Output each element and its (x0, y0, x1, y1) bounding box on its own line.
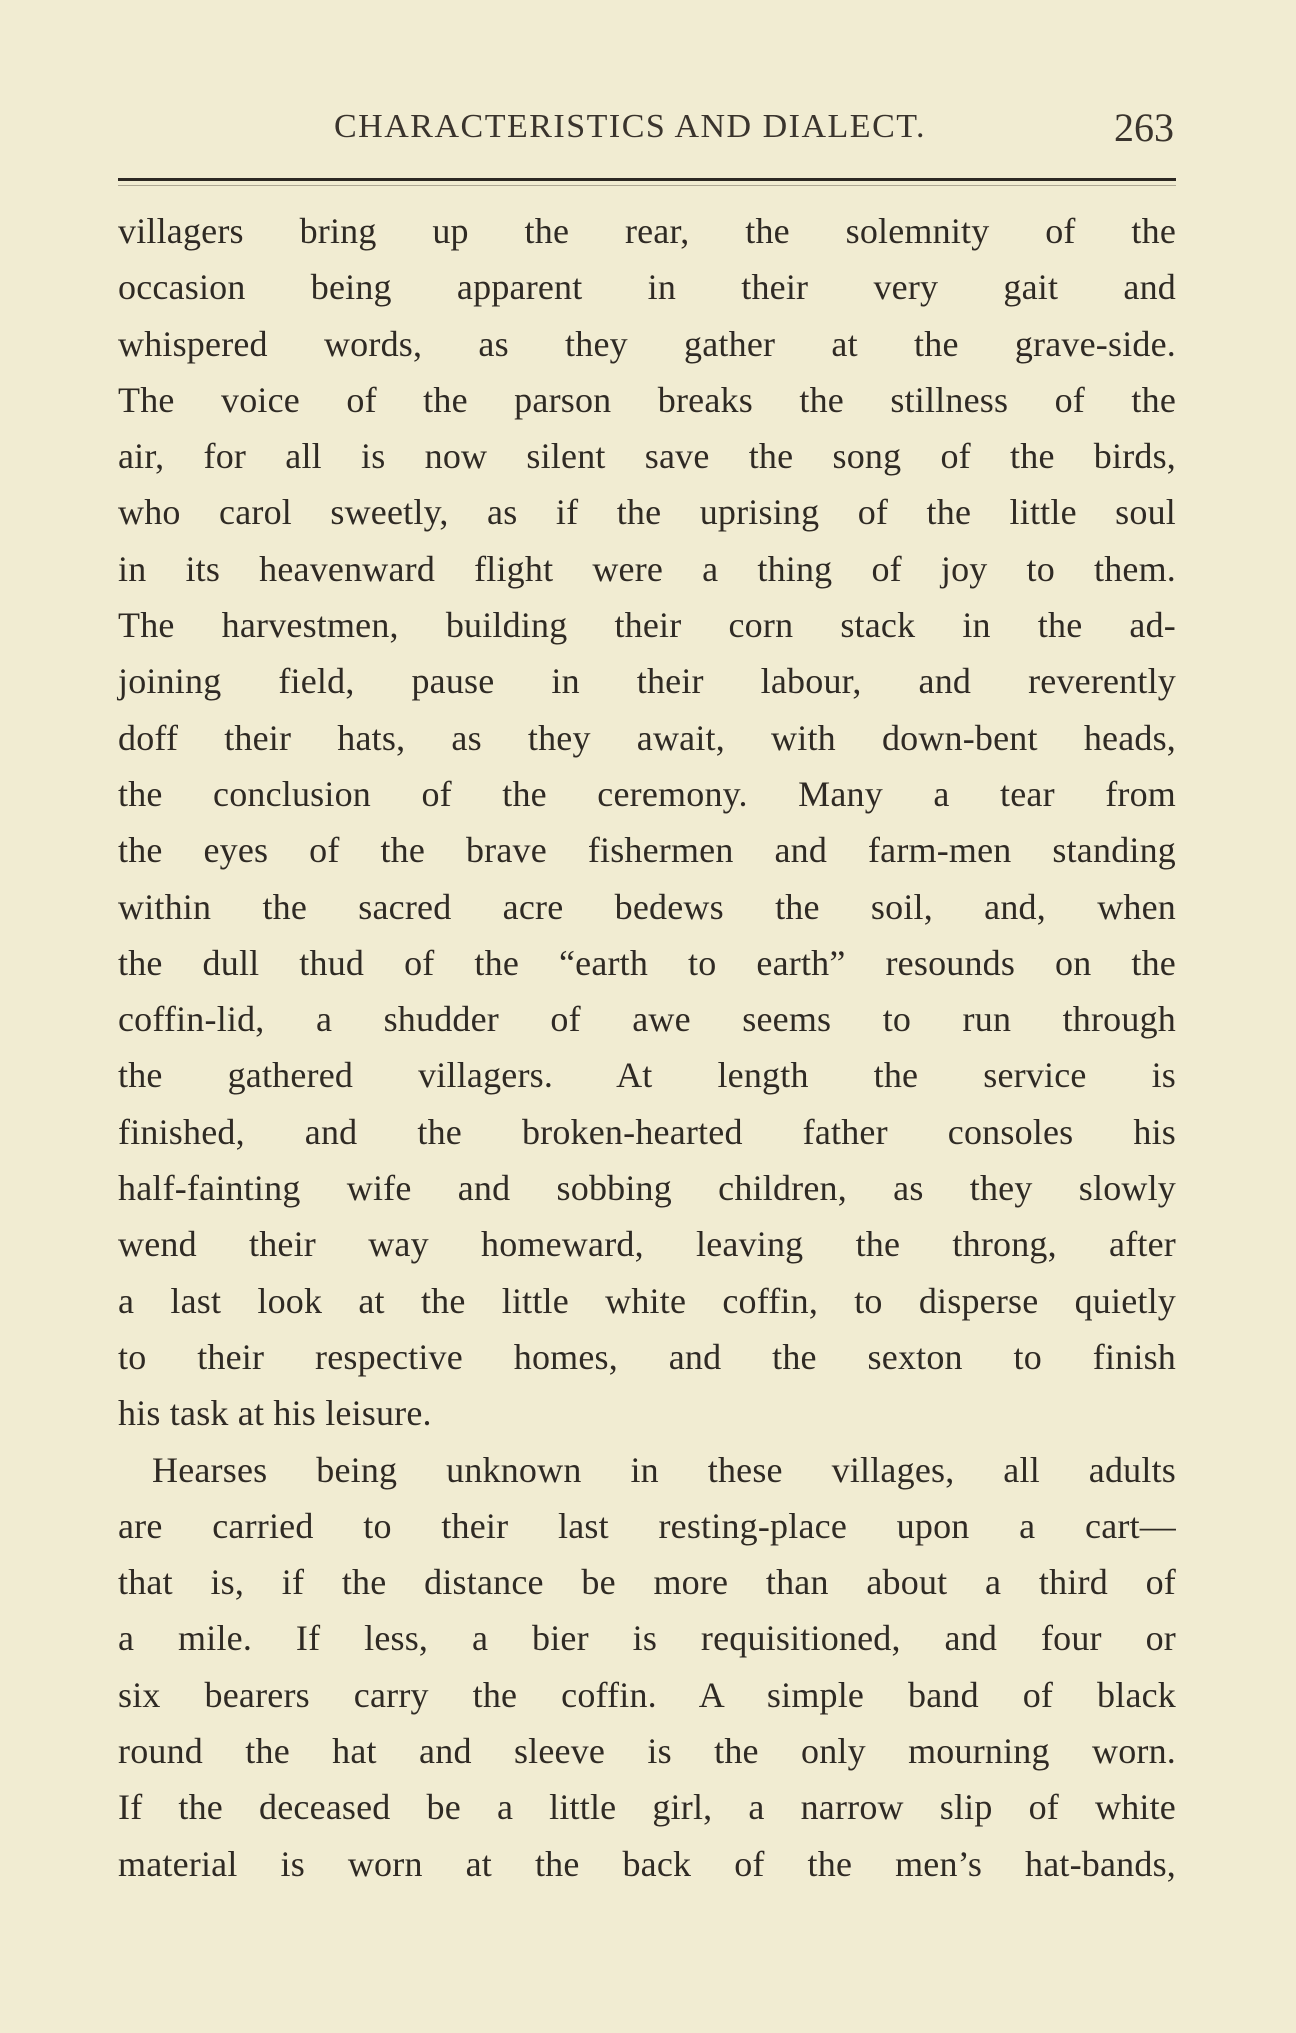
text-line: occasion being apparent in their very gait and (118, 267, 1176, 308)
text-line: who carol sweetly, as if the uprising of the little soul (118, 492, 1176, 533)
header-rule (118, 178, 1176, 181)
text-line: in its heavenward flight were a thing of joy to them. (118, 548, 1176, 589)
text-line: coffin-lid, a shudder of awe seems to run through (118, 999, 1176, 1040)
page-number: 263 (1114, 105, 1174, 150)
text-line: round the hat and sleeve is the only mourning worn. (118, 1731, 1176, 1772)
text-line: that is, if the distance be more than about a third of (118, 1562, 1176, 1603)
text-line: are carried to their last resting-place upon a cart— (118, 1505, 1176, 1546)
text-line: to their respective homes, and the sexton to finish (118, 1336, 1176, 1377)
text-line: the gathered villagers. At length the service is (118, 1055, 1176, 1096)
text-line: the eyes of the brave fishermen and farm-men standing (118, 830, 1176, 871)
text-line: The voice of the parson breaks the stillness of the (118, 379, 1176, 420)
text-line: half-fainting wife and sobbing children, as they slowly (118, 1168, 1176, 1209)
text-line: whispered words, as they gather at the grave-side. (118, 323, 1176, 364)
text-line: finished, and the broken-hearted father consoles his (118, 1111, 1176, 1152)
text-line: six bearers carry the coffin. A simple band of black (118, 1674, 1176, 1715)
text-line: the conclusion of the ceremony. Many a tear from (118, 773, 1176, 814)
text-line: the dull thud of the “earth to earth” resounds on the (118, 942, 1176, 983)
paragraph-2 (118, 1442, 1176, 1892)
text-line: air, for all is now silent save the song of the birds, (118, 436, 1176, 477)
text-line: wend their way homeward, leaving the throng, after (118, 1224, 1176, 1265)
text-line: a last look at the little white coffin, to disperse quietly (118, 1280, 1176, 1321)
running-head (118, 105, 1178, 168)
text-line: within the sacred acre bedews the soil, and, when (118, 886, 1176, 927)
text-line: material is worn at the back of the men’s hat-bands, (118, 1843, 1176, 1884)
text-line: his task at his leisure. (118, 1393, 432, 1434)
text-line: Hearses being unknown in these villages, all adults (152, 1449, 1176, 1490)
text-line: The harvestmen, building their corn stack in the ad- (118, 605, 1176, 646)
body-text (118, 203, 1176, 1892)
text-line: If the deceased be a little girl, a narrow slip of white (118, 1787, 1176, 1828)
text-line: a mile. If less, a bier is requisitioned, and four or (118, 1618, 1176, 1659)
text-line: villagers bring up the rear, the solemnity of the (118, 211, 1176, 251)
text-line: doff their hats, as they await, with down-bent heads, (118, 717, 1176, 758)
running-title: CHARACTERISTICS AND DIALECT. (334, 108, 926, 145)
text-line: joining field, pause in their labour, and reverently (118, 661, 1176, 702)
paragraph-1 (118, 203, 1176, 1442)
